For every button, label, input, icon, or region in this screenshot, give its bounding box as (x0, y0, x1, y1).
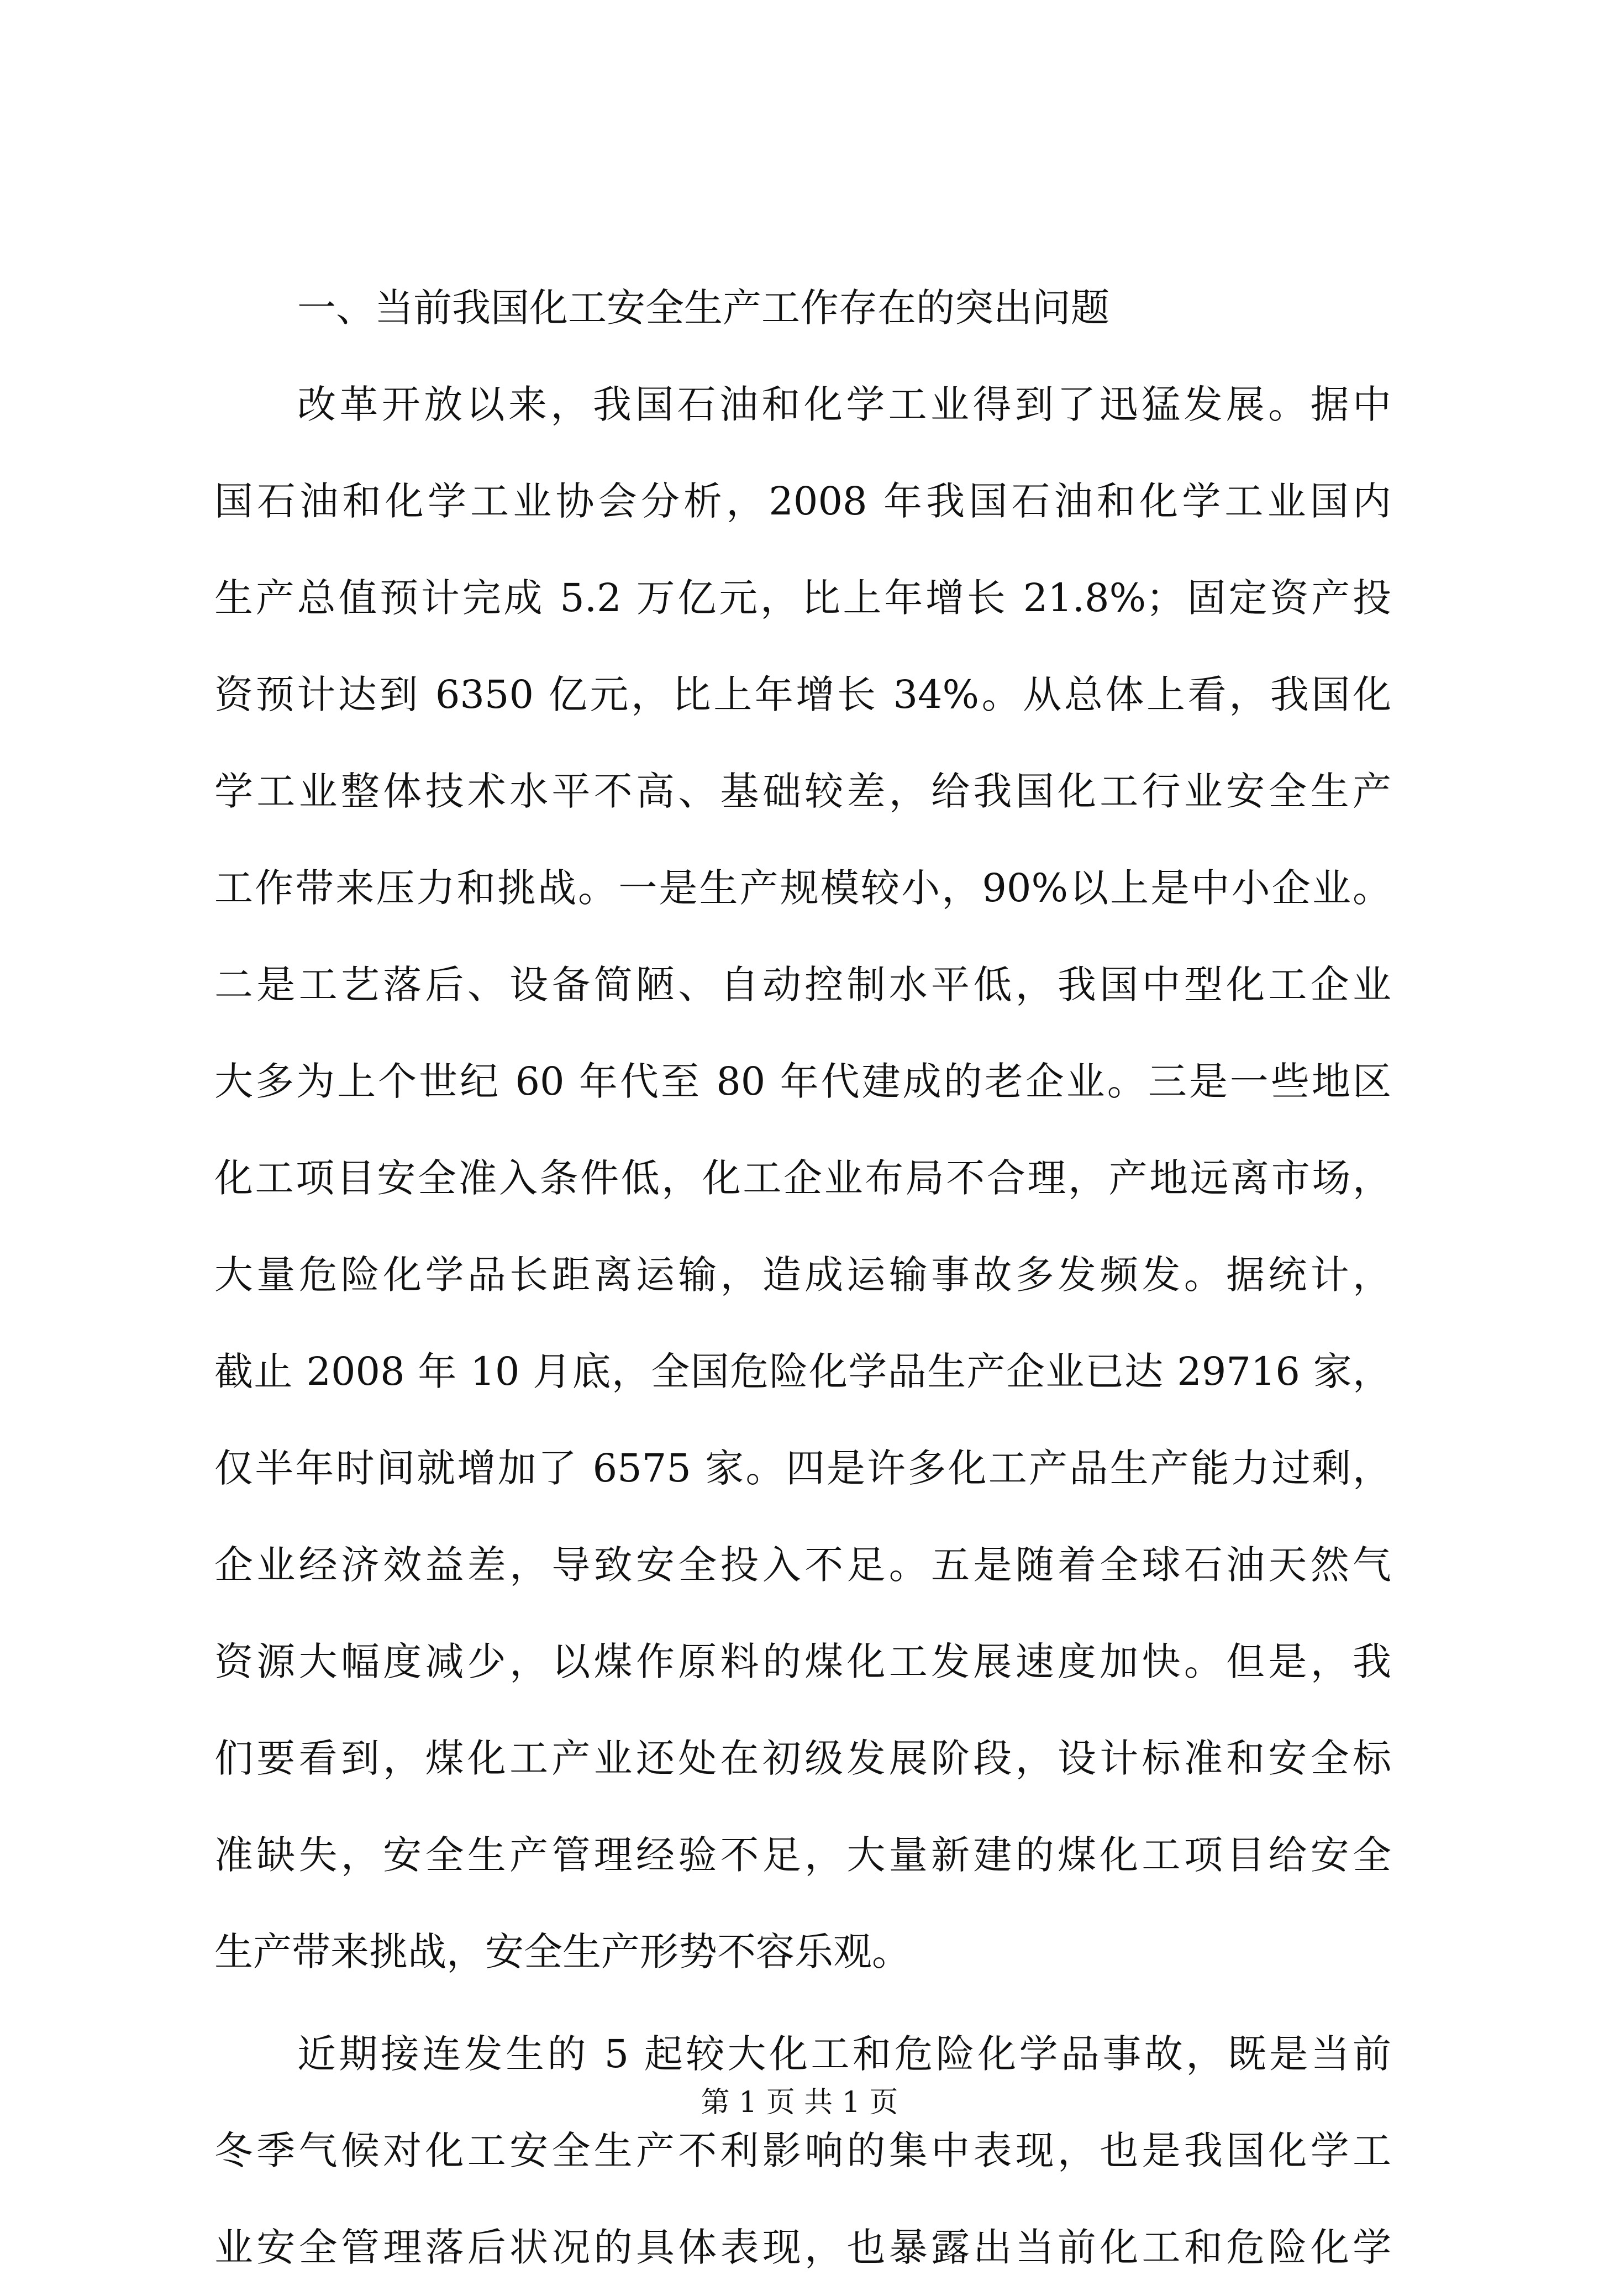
paragraph-line: 资源大幅度减少，以煤作原料的煤化工发展速度加快。但是，我 (214, 1639, 1391, 1684)
paragraph (214, 2006, 1391, 2296)
paragraph-line: 二是工艺落后、设备简陋、自动控制水平低，我国中型化工企业 (214, 962, 1391, 1007)
paragraph-line: 工作带来压力和挑战。一是生产规模较小，90%以上是中小企业。 (214, 865, 1391, 911)
paragraph-line: 资预计达到 6350 亿元，比上年增长 34%。从总体上看，我国化 (214, 672, 1391, 717)
paragraph-line: 仅半年时间就增加了 6575 家。四是许多化工产品生产能力过剩， (214, 1446, 1391, 1491)
paragraph-line: 学工业整体技术水平不高、基础较差，给我国化工行业安全生产 (214, 769, 1391, 814)
paragraph-line: 大多为上个世纪 60 年代至 80 年代建成的老企业。三是一些地区 (214, 1059, 1391, 1104)
section-heading: 一、当前我国化工安全生产工作存在的突出问题 (297, 285, 1109, 330)
document-body (214, 260, 1391, 2296)
paragraph-line: 国石油和化学工业协会分析，2008 年我国石油和化学工业国内 (214, 479, 1391, 524)
paragraph-container (214, 356, 1391, 2296)
paragraph-line: 业安全管理落后状况的具体表现，也暴露出当前化工和危险化学 (214, 2225, 1391, 2270)
paragraph-line: 改革开放以来，我国石油和化学工业得到了迅猛发展。据中 (297, 382, 1391, 427)
paragraph-line: 生产带来挑战，安全生产形势不容乐观。 (214, 1929, 911, 1974)
paragraph-line: 化工项目安全准入条件低，化工企业布局不合理，产地远离市场， (214, 1155, 1391, 1201)
paragraph-line: 们要看到，煤化工产业还处在初级发展阶段，设计标准和安全标 (214, 1736, 1391, 1781)
paragraph-line: 近期接连发生的 5 起较大化工和危险化学品事故，既是当前 (297, 2031, 1391, 2077)
paragraph-line: 企业经济效益差，导致安全投入不足。五是随着全球石油天然气 (214, 1542, 1391, 1588)
paragraph-gap (214, 2000, 1391, 2006)
paragraph-line: 大量危险化学品长距离运输，造成运输事故多发频发。据统计， (214, 1252, 1391, 1297)
paragraph-line: 截止 2008 年 10 月底，全国危险化学品生产企业已达 29716 家， (214, 1349, 1391, 1394)
paragraph (214, 356, 1391, 2000)
paragraph-line: 准缺失，安全生产管理经验不足，大量新建的煤化工项目给安全 (214, 1832, 1391, 1878)
paragraph-line: 生产总值预计完成 5.2 万亿元，比上年增长 21.8%；固定资产投 (214, 575, 1391, 621)
paragraph-line: 冬季气候对化工安全生产不利影响的集中表现，也是我国化学工 (214, 2128, 1391, 2173)
page-footer: 第 1 页 共 1 页 (701, 2086, 898, 2119)
